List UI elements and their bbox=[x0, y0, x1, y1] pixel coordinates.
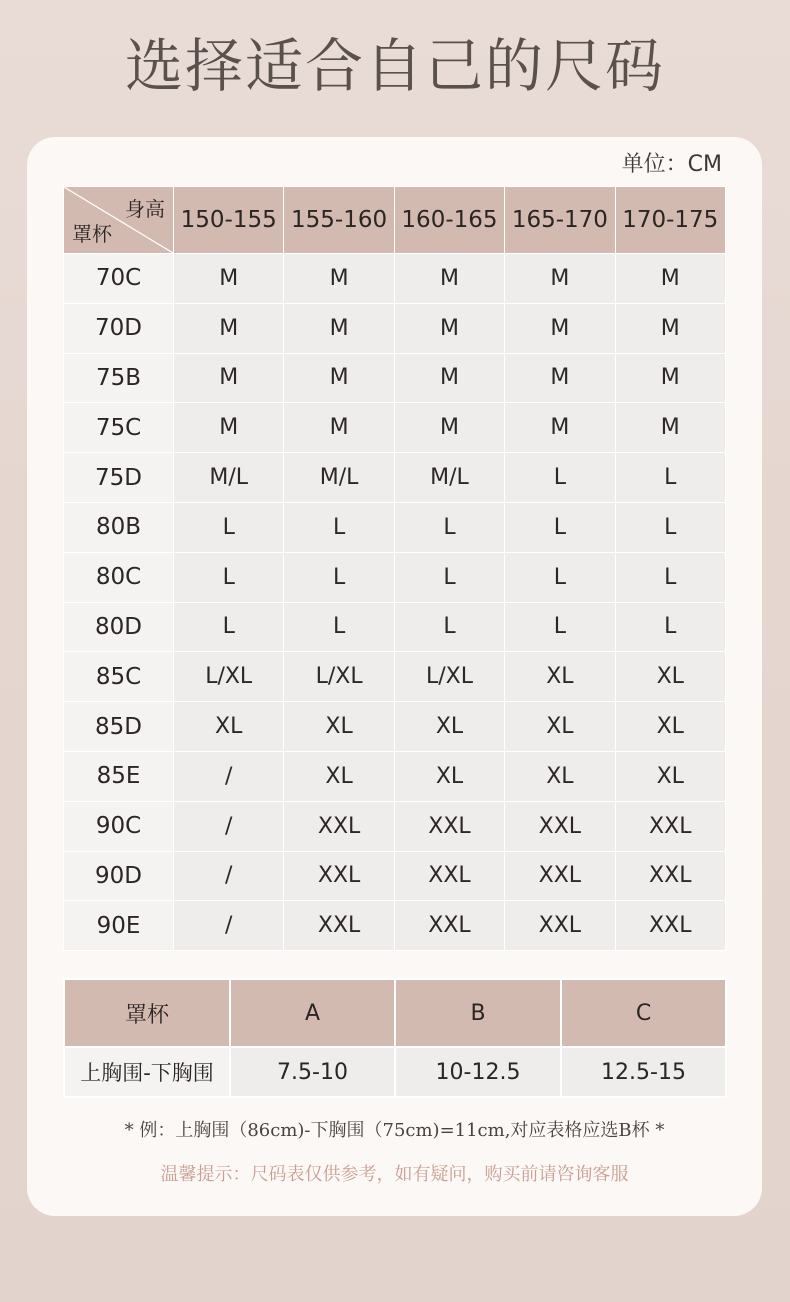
size-cell: L bbox=[284, 552, 394, 602]
cup-c-range: 12.5-15 bbox=[561, 1047, 726, 1097]
size-cell: XL bbox=[174, 702, 284, 752]
height-axis-label: 身高 bbox=[125, 197, 165, 221]
size-cell: XXL bbox=[394, 801, 504, 851]
cup-size-label: 85D bbox=[64, 702, 174, 752]
size-cell: XL bbox=[615, 751, 725, 801]
size-cell: M bbox=[615, 303, 725, 353]
size-cell: M bbox=[284, 303, 394, 353]
size-cell: L bbox=[394, 502, 504, 552]
size-cell: M bbox=[394, 254, 504, 304]
cup-size-label: 75C bbox=[64, 403, 174, 453]
cup-size-label: 80D bbox=[64, 602, 174, 652]
size-cell: M/L bbox=[284, 453, 394, 503]
size-cell: XL bbox=[284, 702, 394, 752]
table-row bbox=[64, 652, 726, 702]
cup-size-label: 70C bbox=[64, 254, 174, 304]
size-cell: M bbox=[615, 403, 725, 453]
table-row bbox=[64, 702, 726, 752]
size-cell: XXL bbox=[505, 901, 615, 951]
size-cell: XXL bbox=[505, 851, 615, 901]
cup-header-a: A bbox=[230, 979, 395, 1047]
size-cell: L bbox=[174, 502, 284, 552]
size-cell: XXL bbox=[284, 801, 394, 851]
height-column-header: 160-165 bbox=[394, 187, 504, 254]
size-cell: L bbox=[505, 552, 615, 602]
size-table-header-row bbox=[64, 187, 726, 254]
cup-size-label: 75D bbox=[64, 453, 174, 503]
size-cell: L bbox=[615, 453, 725, 503]
size-cell: M bbox=[505, 303, 615, 353]
size-cell: L bbox=[615, 602, 725, 652]
size-cell: / bbox=[174, 851, 284, 901]
size-cell: M bbox=[615, 254, 725, 304]
size-cell: M bbox=[174, 403, 284, 453]
cup-header-b: B bbox=[395, 979, 561, 1047]
height-column-header: 170-175 bbox=[615, 187, 725, 254]
warm-tip: 温馨提示：尺码表仅供参考，如有疑问，购买前请咨询客服 bbox=[160, 1164, 629, 1185]
size-cell: M/L bbox=[394, 453, 504, 503]
height-column-header: 155-160 bbox=[284, 187, 394, 254]
size-cell: L/XL bbox=[394, 652, 504, 702]
table-row bbox=[64, 502, 726, 552]
size-cell: M bbox=[284, 254, 394, 304]
size-cell: M bbox=[505, 403, 615, 453]
size-cell: L bbox=[505, 502, 615, 552]
size-cell: XL bbox=[284, 751, 394, 801]
size-cell: L bbox=[505, 453, 615, 503]
cup-table-header-row bbox=[64, 979, 726, 1047]
size-cell: M bbox=[394, 403, 504, 453]
cup-size-label: 85E bbox=[64, 751, 174, 801]
size-cell: XXL bbox=[394, 901, 504, 951]
cup-axis-label: 罩杯 bbox=[72, 222, 112, 246]
size-cell: M bbox=[174, 303, 284, 353]
table-row bbox=[64, 851, 726, 901]
cup-size-label: 90D bbox=[64, 851, 174, 901]
cup-size-label: 85C bbox=[64, 652, 174, 702]
size-cell: M bbox=[615, 353, 725, 403]
size-cell: XXL bbox=[615, 851, 725, 901]
cup-header-c: C bbox=[561, 979, 726, 1047]
size-cell: XL bbox=[505, 702, 615, 752]
bust-difference-label: 上胸围-下胸围 bbox=[64, 1047, 230, 1097]
size-cell: M bbox=[394, 353, 504, 403]
cup-size-label: 80C bbox=[64, 552, 174, 602]
size-cell: L bbox=[394, 602, 504, 652]
table-row bbox=[64, 303, 726, 353]
size-chart-card bbox=[27, 137, 762, 1216]
size-cell: L bbox=[615, 502, 725, 552]
size-cell: XXL bbox=[284, 901, 394, 951]
size-cell: XL bbox=[505, 751, 615, 801]
size-cell: L/XL bbox=[284, 652, 394, 702]
cup-table-row bbox=[64, 1047, 726, 1097]
size-cell: XL bbox=[505, 652, 615, 702]
size-cell: M bbox=[174, 353, 284, 403]
size-cell: M bbox=[284, 353, 394, 403]
size-cell: M bbox=[505, 353, 615, 403]
table-row bbox=[64, 453, 726, 503]
size-cell: XL bbox=[394, 702, 504, 752]
size-cell: XL bbox=[394, 751, 504, 801]
unit-label: 单位：CM bbox=[621, 152, 722, 177]
cup-a-range: 7.5-10 bbox=[230, 1047, 395, 1097]
table-row bbox=[64, 801, 726, 851]
page-title: 选择适合自己的尺码 bbox=[124, 32, 665, 100]
size-cell: / bbox=[174, 751, 284, 801]
size-cell: / bbox=[174, 901, 284, 951]
example-note: * 例：上胸围（86cm)-下胸围（75cm)=11cm,对应表格应选B杯 * bbox=[124, 1120, 665, 1141]
size-cell: L bbox=[284, 502, 394, 552]
size-cell: XXL bbox=[615, 801, 725, 851]
corner-cell bbox=[64, 187, 174, 254]
size-cell: M bbox=[284, 403, 394, 453]
cup-size-label: 80B bbox=[64, 502, 174, 552]
table-row bbox=[64, 901, 726, 951]
size-table bbox=[63, 186, 726, 951]
size-cell: XL bbox=[615, 702, 725, 752]
size-cell: M bbox=[505, 254, 615, 304]
size-cell: XXL bbox=[505, 801, 615, 851]
size-cell: L bbox=[284, 602, 394, 652]
size-cell: L bbox=[174, 602, 284, 652]
size-cell: XXL bbox=[394, 851, 504, 901]
size-cell: L bbox=[174, 552, 284, 602]
cup-size-label: 90C bbox=[64, 801, 174, 851]
cup-b-range: 10-12.5 bbox=[395, 1047, 561, 1097]
cup-table bbox=[63, 978, 727, 1098]
table-row bbox=[64, 552, 726, 602]
size-cell: XL bbox=[615, 652, 725, 702]
cup-header-label: 罩杯 bbox=[64, 979, 230, 1047]
height-column-header: 165-170 bbox=[505, 187, 615, 254]
table-row bbox=[64, 403, 726, 453]
cup-size-label: 75B bbox=[64, 353, 174, 403]
size-cell: XXL bbox=[615, 901, 725, 951]
size-cell: L bbox=[505, 602, 615, 652]
height-column-header: 150-155 bbox=[174, 187, 284, 254]
size-table-body bbox=[64, 254, 726, 951]
table-row bbox=[64, 602, 726, 652]
size-cell: M bbox=[394, 303, 504, 353]
size-cell: M/L bbox=[174, 453, 284, 503]
cup-size-label: 70D bbox=[64, 303, 174, 353]
table-row bbox=[64, 254, 726, 304]
size-cell: XXL bbox=[284, 851, 394, 901]
table-row bbox=[64, 353, 726, 403]
size-cell: L bbox=[615, 552, 725, 602]
size-cell: L/XL bbox=[174, 652, 284, 702]
cup-size-label: 90E bbox=[64, 901, 174, 951]
size-cell: / bbox=[174, 801, 284, 851]
size-cell: L bbox=[394, 552, 504, 602]
table-row bbox=[64, 751, 726, 801]
size-cell: M bbox=[174, 254, 284, 304]
